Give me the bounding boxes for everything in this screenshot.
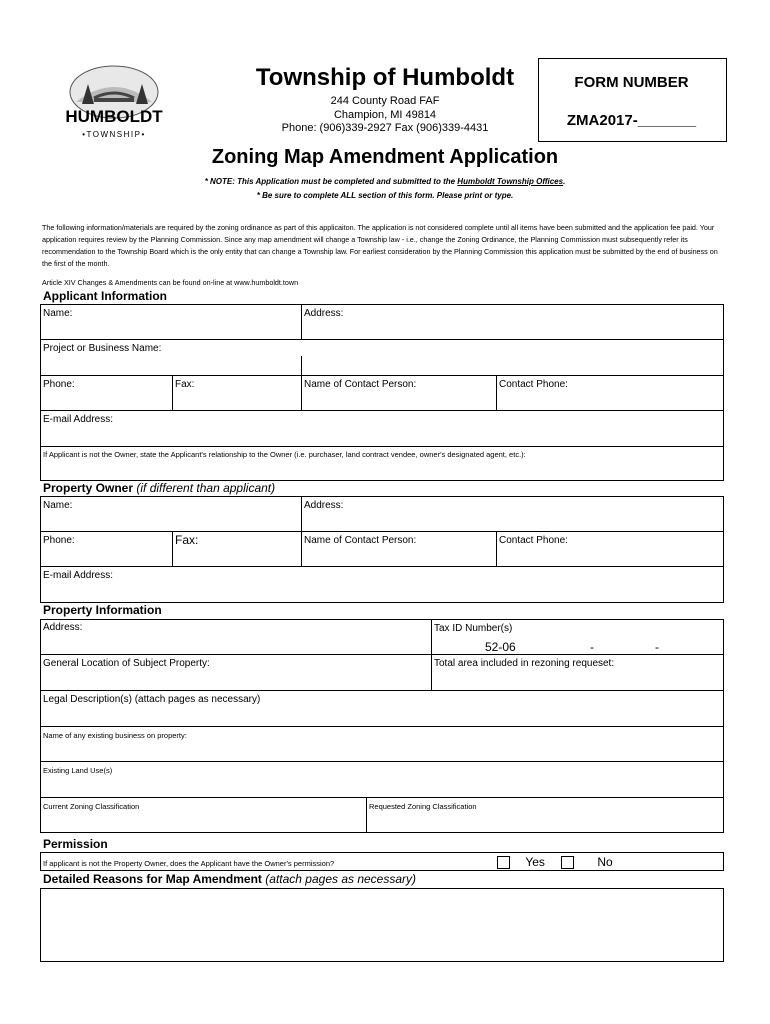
- intro-text: The following information/materials are required by the zoning ordinance as part of this applicaiton. The application is not considered complete until all items have been submitted and the application fee paid. Your application requires review by the Planning Commission. Since any map amendment will change a Township law - i.e., change the Zoning Ordinance, the Planning Commission must subsequently refer its recommendation to the Township Board which is the only entity that can change a Township law. For earliest consideration by the Planning Commission this application must be submitted by the end of business on the first of the month.: [42, 223, 718, 268]
- owner-heading: Property Owner (if different than applicant): [43, 481, 276, 495]
- cell-divider: [301, 305, 302, 339]
- owner-name-label[interactable]: Name:: [43, 500, 73, 511]
- cell-divider: [496, 376, 497, 410]
- permission-question: If applicant is not the Property Owner, does the Applicant have the Owner's permission?: [43, 859, 335, 868]
- owner-heading-note: (if different than applicant): [136, 481, 276, 495]
- cell-divider: [366, 798, 367, 832]
- applicant-contact-label[interactable]: Name of Contact Person:: [304, 379, 417, 390]
- logo-text: HUMBOLDT: [65, 107, 163, 126]
- reasons-textarea[interactable]: [40, 888, 724, 962]
- property-land-use-label[interactable]: Existing Land Use(s): [43, 766, 113, 775]
- property-area-label[interactable]: Total area included in rezoning requeset:: [434, 658, 615, 669]
- cell-divider: [172, 376, 173, 410]
- address-line-2: Champion, MI 49814: [333, 108, 437, 121]
- cell-divider: [301, 532, 302, 566]
- property-location-label[interactable]: General Location of Subject Property:: [43, 658, 210, 669]
- applicant-fax-label[interactable]: Fax:: [175, 379, 195, 390]
- applicant-name-row: [40, 304, 724, 340]
- applicant-phone-row: [40, 376, 724, 411]
- cell-divider: [431, 655, 432, 690]
- applicant-relationship-row: [40, 447, 724, 481]
- tax-id-dash-1: -: [590, 640, 594, 654]
- permission-row: [40, 852, 724, 871]
- property-heading: Property Information: [43, 603, 162, 617]
- cell-divider: [172, 532, 173, 566]
- application-notes: [110, 175, 660, 203]
- form-number-value[interactable]: ZMA2017-_______: [566, 112, 697, 129]
- current-zoning-label[interactable]: Current Zoning Classification: [43, 802, 140, 811]
- note-1: * NOTE: This Application must be completed and submitted to the Humboldt Township Offices.: [204, 177, 566, 186]
- owner-phone-label[interactable]: Phone:: [43, 535, 75, 546]
- property-land-use-row: [40, 762, 724, 798]
- applicant-project-row: [40, 340, 724, 376]
- applicant-email-label[interactable]: E-mail Address:: [43, 414, 114, 425]
- applicant-project-label[interactable]: Project or Business Name:: [43, 343, 162, 354]
- offices-link: Humboldt Township Offices: [457, 177, 564, 186]
- cell-divider: [301, 356, 302, 375]
- phone-fax: Phone: (906)339-2927 Fax (906)339-4431: [281, 122, 489, 134]
- owner-name-row: [40, 496, 724, 532]
- logo-subtext: •TOWNSHIP•: [82, 130, 146, 139]
- form-number-label: FORM NUMBER: [574, 74, 689, 91]
- tax-id-prefix: 52-06: [485, 640, 516, 654]
- requested-zoning-label[interactable]: Requested Zoning Classification: [369, 802, 477, 811]
- owner-email-row: [40, 567, 724, 603]
- article-reference: Article XIV Changes & Amendments can be found on-line at www.humboldt.town: [42, 278, 299, 287]
- owner-phone-row: [40, 532, 724, 567]
- property-location-row: [40, 655, 724, 691]
- owner-address-label[interactable]: Address:: [304, 500, 344, 511]
- applicant-email-row: [40, 411, 724, 447]
- owner-contact-phone-label[interactable]: Contact Phone:: [499, 535, 568, 546]
- applicant-relationship-label[interactable]: If Applicant is not the Owner, state the Applicant's relationship to the Owner (i.e. purchaser, land contract vendee, owner's designated agent, etc.):: [43, 450, 526, 459]
- property-business-row: [40, 727, 724, 762]
- reasons-heading: Detailed Reasons for Map Amendment (attach pages as necessary): [43, 872, 417, 886]
- cell-divider: [301, 497, 302, 531]
- owner-fax-label[interactable]: Fax:: [175, 533, 199, 547]
- cell-divider: [496, 532, 497, 566]
- applicant-name-label[interactable]: Name:: [43, 308, 73, 319]
- note-2: * Be sure to complete ALL section of this form. Please print or type.: [256, 191, 514, 200]
- cell-divider: [431, 620, 432, 654]
- owner-email-label[interactable]: E-mail Address:: [43, 570, 114, 581]
- property-legal-row: [40, 691, 724, 727]
- yes-label: Yes: [525, 855, 545, 869]
- township-address: [240, 95, 530, 136]
- property-business-label[interactable]: Name of any existing business on property:: [43, 731, 187, 740]
- application-title: Zoning Map Amendment Application: [211, 146, 559, 168]
- property-legal-label[interactable]: Legal Description(s) (attach pages as necessary): [43, 694, 261, 705]
- reasons-heading-note: (attach pages as necessary): [265, 872, 417, 886]
- owner-contact-label[interactable]: Name of Contact Person:: [304, 535, 417, 546]
- applicant-phone-label[interactable]: Phone:: [43, 379, 75, 390]
- tax-id-label[interactable]: Tax ID Number(s): [434, 623, 513, 634]
- applicant-address-label[interactable]: Address:: [304, 308, 344, 319]
- township-logo: [56, 62, 172, 142]
- applicant-contact-phone-label[interactable]: Contact Phone:: [499, 379, 568, 390]
- tax-id-dash-2: -: [655, 640, 659, 654]
- property-address-row: [40, 619, 724, 655]
- permission-heading: Permission: [43, 837, 108, 851]
- form-number-box: [538, 58, 727, 142]
- cell-divider: [301, 376, 302, 410]
- no-checkbox[interactable]: [561, 856, 574, 869]
- permission-no-option[interactable]: [561, 855, 613, 869]
- township-title: Township of Humboldt: [255, 64, 515, 91]
- permission-yes-option[interactable]: [497, 855, 545, 869]
- applicant-heading: Applicant Information: [43, 289, 167, 303]
- property-address-label[interactable]: Address:: [43, 622, 83, 633]
- no-label: No: [597, 855, 613, 869]
- property-zoning-row: [40, 798, 724, 833]
- yes-checkbox[interactable]: [497, 856, 510, 869]
- address-line-1: 244 County Road FAF: [330, 95, 440, 107]
